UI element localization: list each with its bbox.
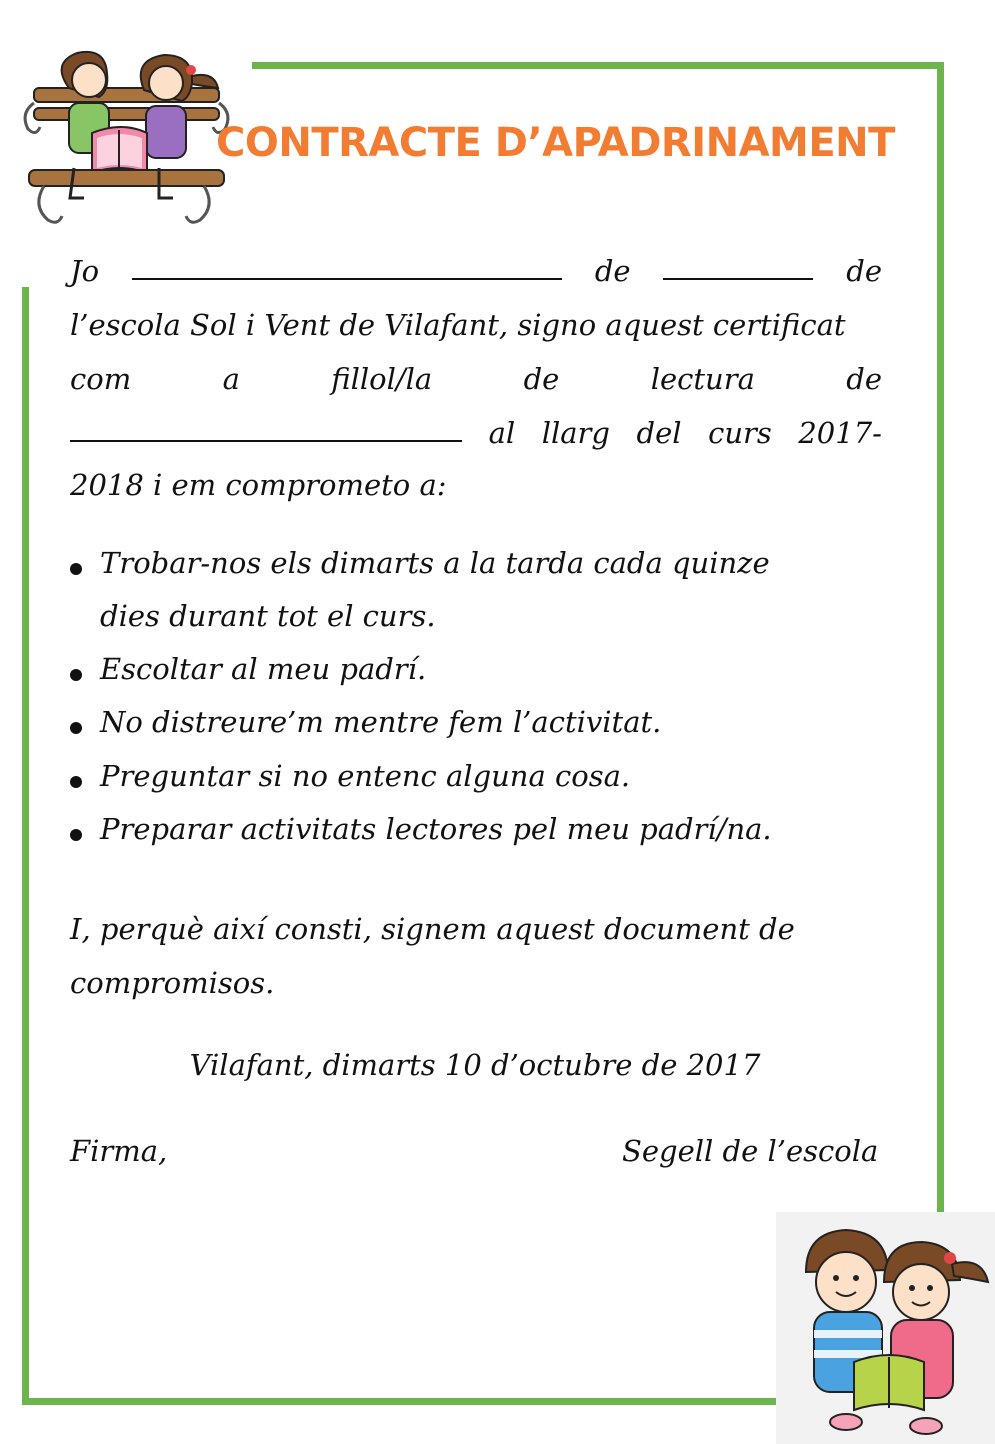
student-name-blank[interactable]	[132, 278, 562, 280]
bullet-dot	[70, 563, 82, 575]
intro-word: a	[222, 362, 240, 396]
commitment-item: Trobar-nos els dimarts a la tarda cada quinze	[100, 546, 770, 580]
intro-word: curs	[708, 416, 772, 450]
bullet-dot	[70, 722, 82, 734]
bullet-dot	[70, 669, 82, 681]
intro-line-4	[70, 410, 882, 450]
godparent-name-blank[interactable]	[70, 440, 462, 442]
intro-word: al	[488, 416, 516, 450]
intro-word: Jo	[70, 254, 100, 288]
commitment-item: Preguntar si no entenc alguna cosa.	[100, 759, 631, 793]
intro-word: com	[70, 362, 132, 396]
intro-text: l’escola Sol i Vent de Vilafant, signo aquest certificat	[70, 308, 846, 342]
intro-line-1	[70, 248, 882, 288]
intro-word: llarg	[541, 416, 610, 450]
bullet-dot	[70, 829, 82, 841]
children-reading-illustration	[776, 1212, 995, 1444]
intro-line-3	[70, 356, 882, 396]
intro-word: 2017-	[798, 416, 882, 450]
intro-word: lectura	[650, 362, 755, 396]
signature-label: Firma,	[70, 1134, 168, 1168]
intro-word: de	[594, 254, 631, 288]
intro-word: del	[636, 416, 682, 450]
frame-bottom-border	[22, 1398, 792, 1405]
place-date: Vilafant, dimarts 10 d’octubre de 2017	[189, 1048, 761, 1082]
commitment-item: No distreure’m mentre fem l’activitat.	[100, 705, 662, 739]
frame-top-border	[252, 62, 944, 69]
intro-word: fillol/la	[331, 362, 433, 396]
intro-word: de	[523, 362, 560, 396]
children-on-bench-illustration	[14, 48, 234, 238]
document-title: CONTRACTE D’APADRINAMENT	[216, 120, 895, 166]
stamp-label: Segell de l’escola	[622, 1134, 879, 1168]
intro-line-5: 2018 i em comprometo a:	[70, 468, 447, 502]
intro-line-2	[70, 302, 882, 342]
commitment-item: Escoltar al meu padrí.	[100, 652, 427, 686]
closing-line-2: compromisos.	[70, 966, 275, 1000]
intro-word: de	[846, 254, 882, 288]
commitment-item: Preparar activitats lectores pel meu padrí/na.	[100, 812, 772, 846]
class-blank[interactable]	[663, 278, 813, 280]
frame-left-border	[22, 287, 29, 1405]
bullet-dot	[70, 776, 82, 788]
closing-line-1: I, perquè així consti, signem aquest document de	[70, 912, 795, 946]
commitment-item-continued: dies durant tot el curs.	[100, 599, 436, 633]
intro-word: de	[846, 362, 882, 396]
